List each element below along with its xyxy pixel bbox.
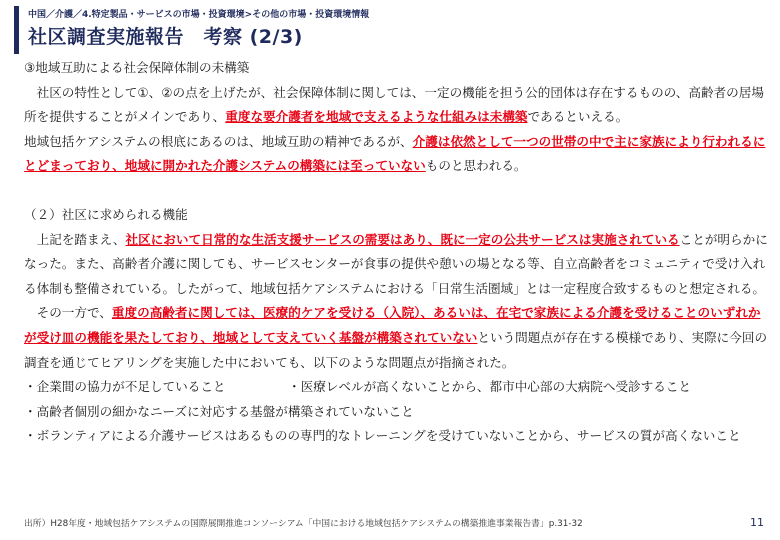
source-citation: 出所）H28年度・地域包括ケアシステムの国際展開推進コンソーシアム「中国における地域包括ケアシステムの構築推進事業報告書」p.31-32 <box>24 519 583 529</box>
text-run: 上記を踏まえ、 <box>36 231 126 247</box>
page-number: 11 <box>750 516 764 529</box>
page-title: 社区調査実施報告 考察 (2/3) <box>28 26 303 48</box>
title-accent-bar <box>14 6 19 54</box>
section-heading-3: ③地域互助による社会保障体制の未構築 <box>24 60 250 75</box>
text-run: 地域包括ケアシステムの根底にあるのは、地域互助の精神であるが、 <box>24 133 413 149</box>
text-run: ものと思われる。 <box>425 158 527 174</box>
highlighted-text: 重度な要介護者を地域で支えるような仕組みは未構築 <box>225 109 528 125</box>
bullet-item: ・企業間の協力が不足していること <box>24 379 226 395</box>
highlighted-text: 介護は依然として一つの世帯の中で主に家族により行われるにとどまっており、地域に開かれた介護システムの構築には至っていない <box>24 133 766 174</box>
bullet-row <box>24 375 768 400</box>
highlighted-text: 社区において日常的な生活支援サービスの需要はあり、既に一定の公共サービスは実施されている <box>125 231 680 247</box>
text-run: 社区の特性として①、②の点を上げたが、社会保障体制に関しては、一定の機能を担う公的団体は存在するものの、高齢者の居場所を提供することがメインであり、 <box>24 84 764 125</box>
highlighted-text: 重度の高齢者に関しては、医療的ケアを受ける（入院）、あるいは、在宅で家族による介護を受けることのいずれかが受け皿の機能を果たしており、地域として支えていく基盤が構築されていない <box>24 305 761 345</box>
spacer <box>24 179 768 203</box>
paragraph <box>24 81 768 130</box>
paragraph <box>24 228 768 302</box>
section-heading-2: （２）社区に求められる機能 <box>24 206 188 222</box>
paragraph <box>24 130 768 179</box>
text-run: という問題点が存在する模様であり、実際に今回の調査を通じてヒアリングを実施した中においても、以下のような問題点が指摘された。 <box>24 329 768 370</box>
breadcrumb: 中国／介護／4.特定製品・サービスの市場・投資環境>その他の市場・投資環境情報 <box>28 10 370 20</box>
slide-body <box>24 56 768 449</box>
bullet-item: ・ボランティアによる介護サービスはあるものの専門的なトレーニングを受けていないことから、サービスの質が高くないこと <box>24 428 741 444</box>
text-run: ことが明らかになった。また、高齢者介護に関しても、サービスセンターが食事の提供や憩いの場となる等、自立高齢者をコミュニティで受け入れる体制も整備されている。したがって、地域包括ケアシステムにおける「日常生活圏域」とは一定程度合致するものと想定される。 <box>24 231 768 296</box>
bullet-item: ・高齢者個別の細かなニーズに対応する基盤が構築されていないこと <box>24 403 414 419</box>
text-run: であるといえる。 <box>527 109 629 125</box>
bullet-item: ・医療レベルが高くないことから、都市中心部の大病院へ受診すること <box>288 379 691 395</box>
text-run: その一方で、 <box>36 305 112 321</box>
paragraph <box>24 301 768 375</box>
